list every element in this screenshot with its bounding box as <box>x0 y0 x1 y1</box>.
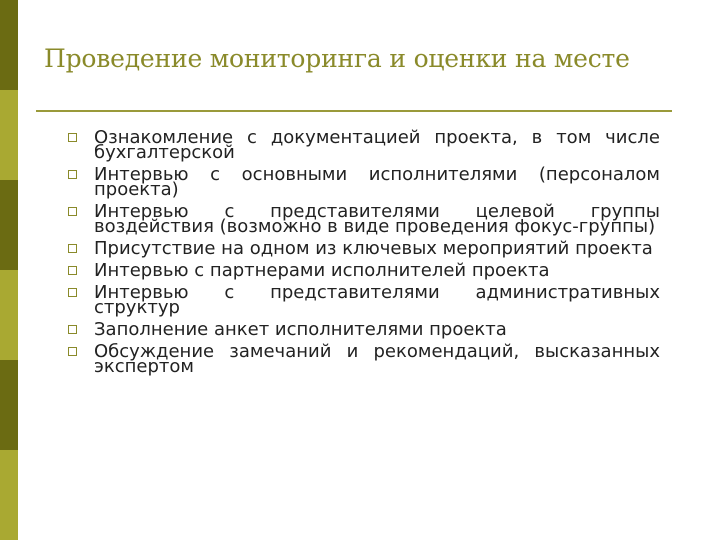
list-item-text: Ознакомление с документацией проекта, в том числе бухгалтерской <box>94 127 660 163</box>
square-bullet-icon <box>68 347 77 356</box>
list-item <box>68 238 660 259</box>
sidebar-block <box>0 450 18 540</box>
list-item <box>68 164 660 200</box>
sidebar-block <box>0 360 18 450</box>
list-item-text: Интервью с партнерами исполнителей проекта <box>94 260 550 281</box>
list-item-text: Интервью с основными исполнителями (персоналом проекта) <box>94 164 660 200</box>
list-item <box>68 201 660 237</box>
list-item <box>68 127 660 163</box>
square-bullet-icon <box>68 244 77 253</box>
list-item-text: Присутствие на одном из ключевых мероприятий проекта <box>94 238 653 259</box>
list-item <box>68 319 660 340</box>
list-item <box>68 260 660 281</box>
sidebar-block <box>0 90 18 180</box>
square-bullet-icon <box>68 170 77 179</box>
bullet-list <box>68 127 660 381</box>
square-bullet-icon <box>68 266 77 275</box>
slide-title: Проведение мониторинга и оценки на месте <box>44 44 630 73</box>
sidebar-block <box>0 0 18 90</box>
square-bullet-icon <box>68 288 77 297</box>
list-item-text: Интервью с представителями административных структур <box>94 282 660 318</box>
decorative-sidebar <box>0 0 18 540</box>
list-item-text: Интервью с представителями целевой группы воздействия (возможно в виде проведения фокус-группы) <box>94 201 660 237</box>
sidebar-block <box>0 270 18 360</box>
square-bullet-icon <box>68 325 77 334</box>
square-bullet-icon <box>68 207 77 216</box>
list-item-text: Обсуждение замечаний и рекомендаций, высказанных экспертом <box>94 341 660 377</box>
title-divider <box>36 110 672 112</box>
list-item-text: Заполнение анкет исполнителями проекта <box>94 319 507 340</box>
sidebar-block <box>0 180 18 270</box>
square-bullet-icon <box>68 133 77 142</box>
list-item <box>68 341 660 377</box>
list-item <box>68 282 660 318</box>
